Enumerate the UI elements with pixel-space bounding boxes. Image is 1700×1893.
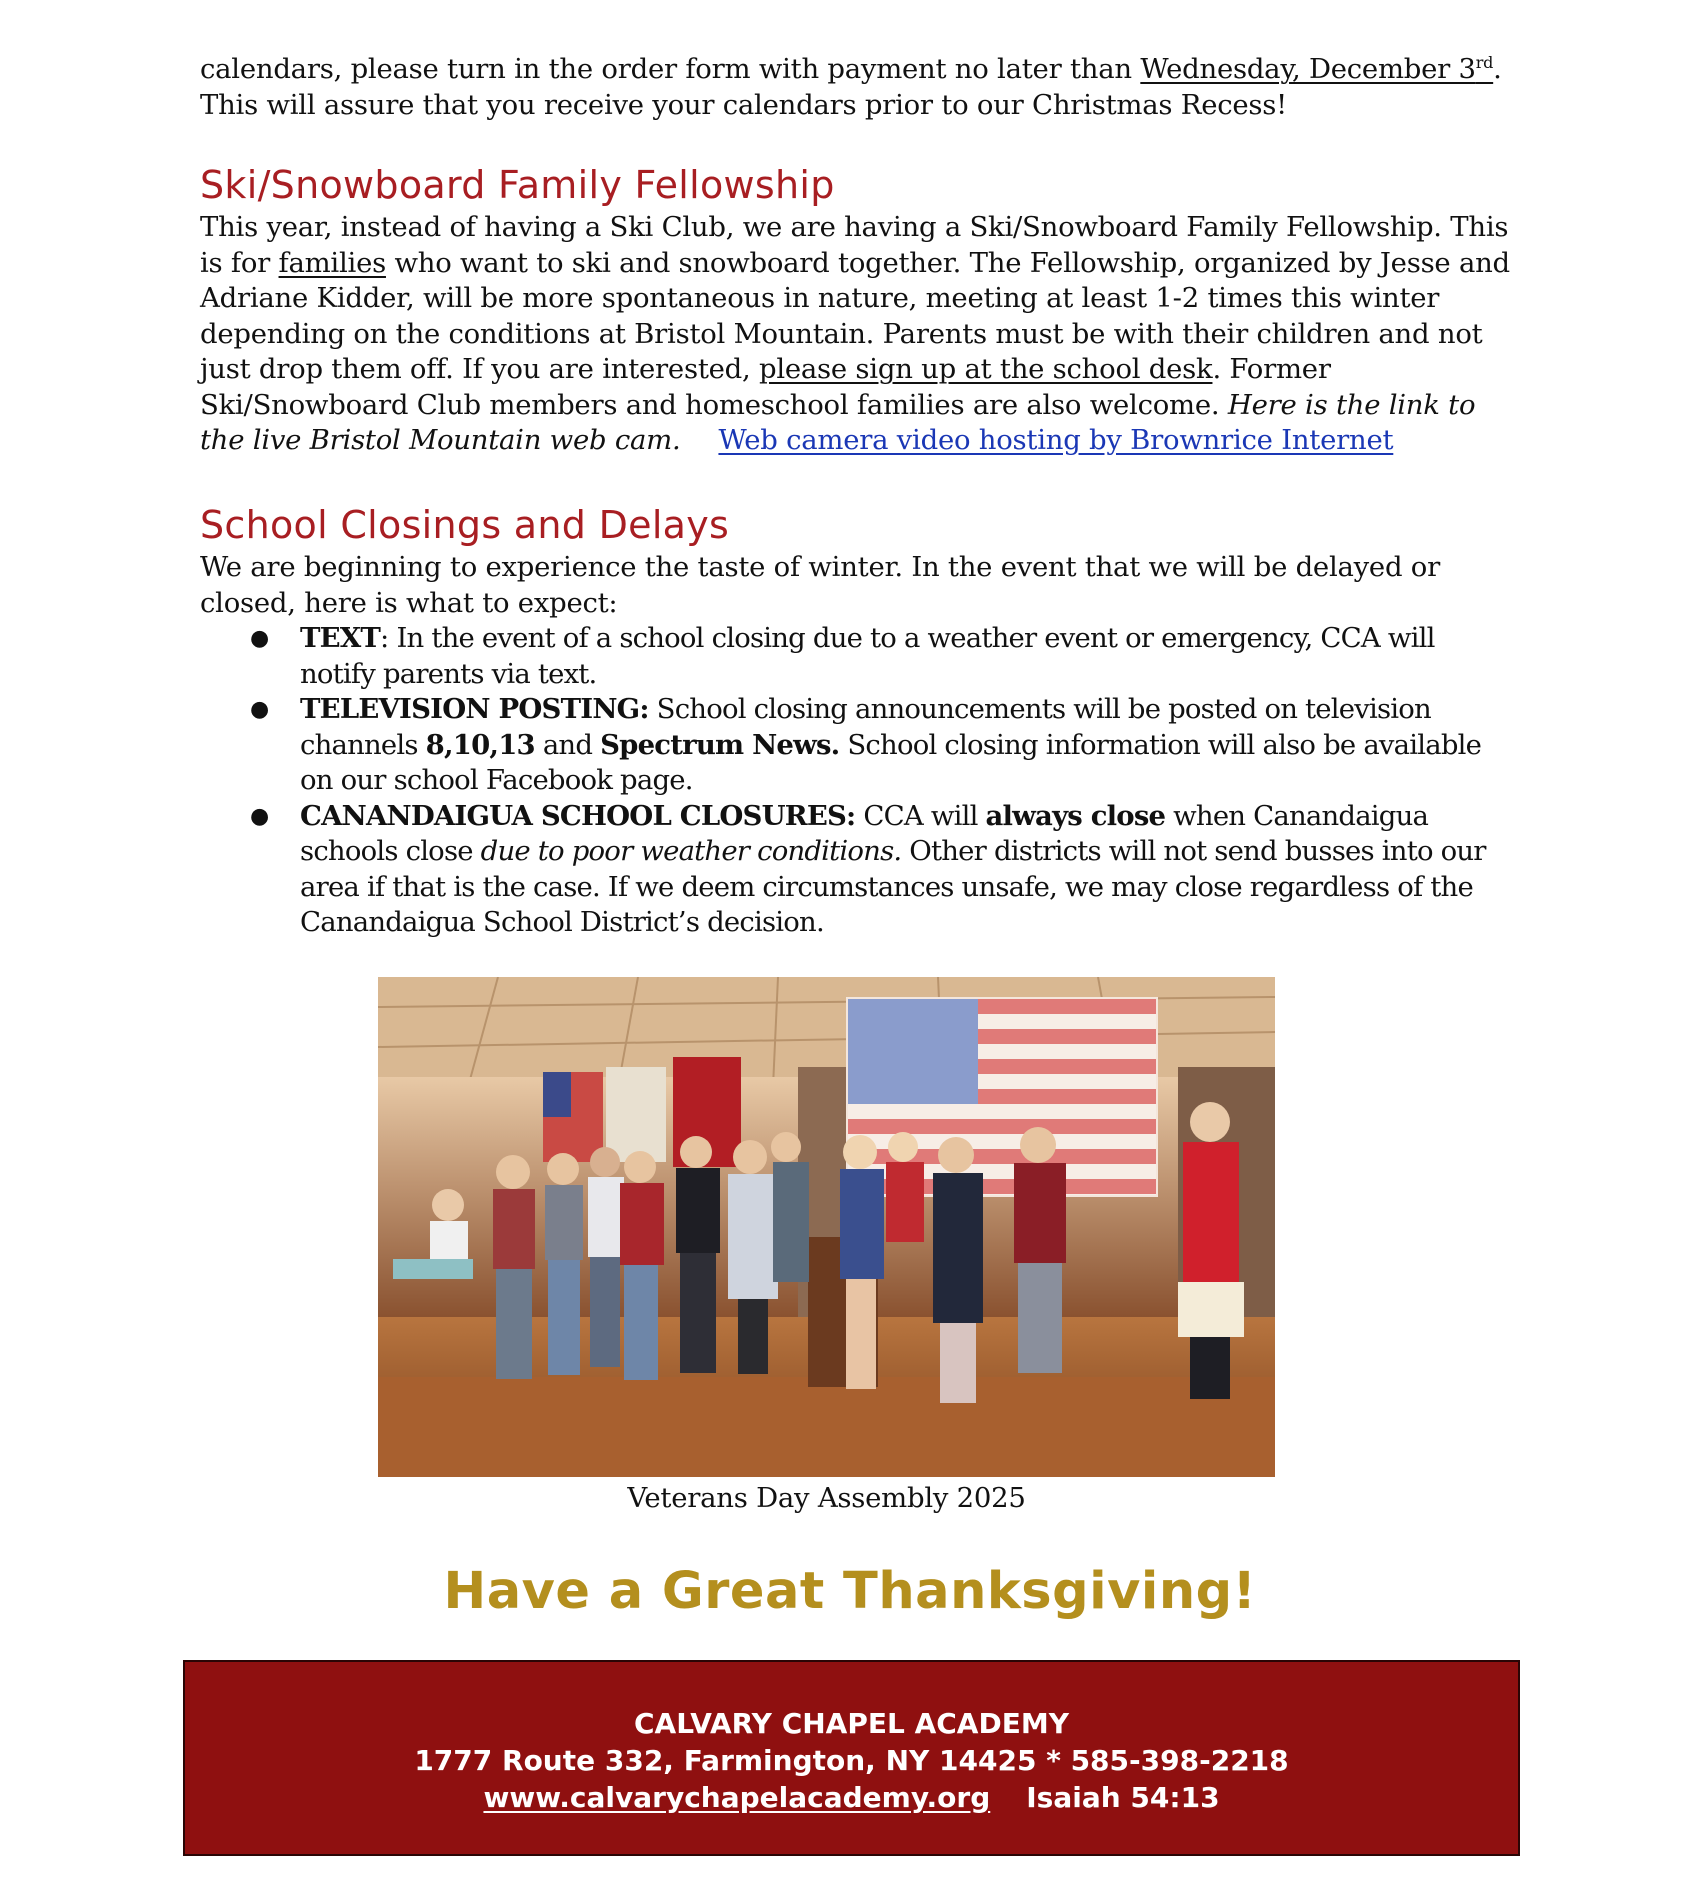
thanksgiving-message: Have a Great Thanksgiving! <box>443 1562 1257 1621</box>
always-close: always close <box>985 799 1166 832</box>
bullet-text: : In the event of a school closing due to a weather event or emergency, CCA will notify parents via text. <box>300 622 1435 690</box>
families-emphasis: families <box>278 246 386 279</box>
bullet-text: Other districts will not send busses into our area if that is the case. If we deem circumstances unsafe, we may close regardless of the Canandaigua School District’s decision. <box>300 835 1486 938</box>
school-footer <box>183 1660 1520 1856</box>
bullet-label-television: TELEVISION POSTING: <box>300 693 649 725</box>
bullet-text: School closing announcements will be posted on television channels <box>300 693 1431 761</box>
bullet-icon: ● <box>250 626 269 651</box>
photo-caption: Veterans Day Assembly 2025 <box>627 1482 1026 1514</box>
calendar-deadline: Wednesday, December 3rd <box>1140 52 1494 85</box>
intro-line1-after: . <box>1493 53 1502 85</box>
ski-text-3: . Former Ski/Snowboard Club members and homeschool families are also welcome. <box>200 353 1331 421</box>
deadline-suffix: rd <box>1475 52 1494 72</box>
weather-conditions: due to poor weather conditions. <box>480 835 902 867</box>
footer-links-row <box>185 1779 1518 1816</box>
ski-text-1: This year, instead of having a Ski Club, we are having a Ski/Snowboard Family Fellowship. This is for <box>200 211 1509 279</box>
school-closings-heading: School Closings and Delays <box>200 503 730 547</box>
bullet-text: when Canandaigua schools close <box>300 799 1429 867</box>
ski-fellowship-heading: Ski/Snowboard Family Fellowship <box>200 163 835 207</box>
list-item <box>250 621 1500 692</box>
school-closings-intro: We are beginning to experience the taste of winter. In the event that we will be delayed or closed, here is what to expect: <box>200 551 1441 619</box>
signup-emphasis: please sign up at the school desk <box>758 353 1213 385</box>
ski-fellowship-paragraph <box>200 210 1510 459</box>
assembly-photo <box>378 977 1275 1477</box>
school-name: CALVARY CHAPEL ACADEMY <box>634 1707 1069 1740</box>
webcam-text: Here is the link to the live Bristol Mountain web cam. <box>200 388 1476 456</box>
bullet-icon: ● <box>250 697 269 722</box>
ski-text-2: who want to ski and snowboard together. The Fellowship, organized by Jesse and Adriane Kidder, will be more spontaneous in nature, meeting at least 1-2 times this winter depending on the conditions at Bristol Mountain. Parents must be with their children and not just drop them off. If you are interested, <box>200 246 1510 385</box>
calendar-intro-paragraph <box>200 52 1510 123</box>
intro-line2: This will assure that you receive your calendars prior to our Christmas Recess! <box>200 88 1287 121</box>
list-item <box>250 692 1500 799</box>
intro-line1-before: calendars, please turn in the order form with payment no later than <box>200 53 1141 85</box>
bullet-text: CCA will <box>855 799 986 832</box>
bullet-text: School closing information will also be available on our school Facebook page. <box>300 728 1482 796</box>
bullet-label-canandaigua: CANANDAIGUA SCHOOL CLOSURES: <box>300 799 856 832</box>
bullet-text: and <box>534 728 601 761</box>
webcam-link[interactable]: Web camera video hosting by Brownrice Internet <box>718 424 1394 456</box>
bullet-icon: ● <box>250 803 269 829</box>
channels: 8,10,13 <box>425 728 535 761</box>
list-item <box>250 799 1500 941</box>
school-address: 1777 Route 332, Farmington, NY 14425 * 585-398-2218 <box>414 1744 1289 1777</box>
website-link[interactable]: www.calvarychapelacademy.org <box>483 1781 991 1814</box>
bible-verse: Isaiah 54:13 <box>1026 1781 1220 1814</box>
closing-bullet-list <box>250 621 1500 941</box>
assembly-photo-illustration <box>378 977 1275 1477</box>
bullet-label-text: TEXT <box>300 622 381 654</box>
spectrum-news: Spectrum News. <box>600 728 840 761</box>
